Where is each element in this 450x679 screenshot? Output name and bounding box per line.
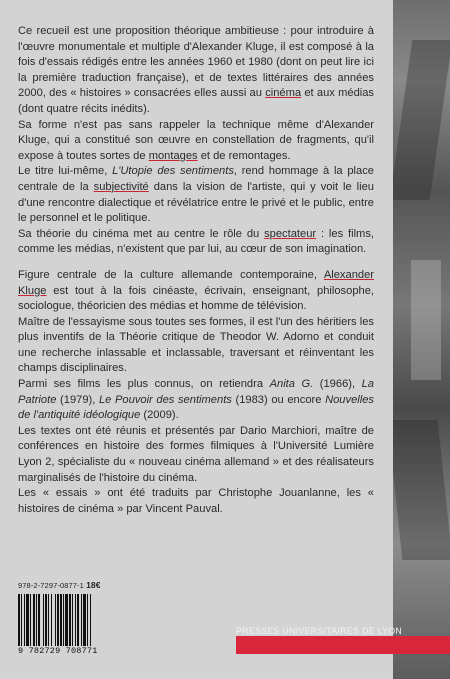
- paragraph-theory: Sa théorie du cinéma met au centre le rôle du spectateur : les films, comme les médias, n'existent que par lui, au cœur de son imagination.: [18, 227, 374, 256]
- paragraph-intro: Ce recueil est une proposition théorique ambitieuse : pour introduire à l'œuvre monumentale et multiple d'Alexander Kluge, il est composé à la fois d'essais rédigés entre les années 1960 et 1980 (dont on peut lire ici la première traduction française), et de textes littéraires des années 2000, des « histoires » consacrées elles aussi au cinéma et aux médias (dont quatre récits inédits).: [18, 25, 375, 115]
- barcode-digits: 9 782729 708771: [18, 646, 98, 656]
- publisher-band: [236, 636, 450, 654]
- publisher-name: PRESSES UNIVERSITAIRES DE LYON: [236, 626, 403, 636]
- paragraph-title: Le titre lui-même, L'Utopie des sentiments, rend hommage à la place centrale de la subjectivité dans la vision de l'artiste, qui y voit le lieu d'une rencontre dialectique et révélatrice entre le privé et le public, entre le personnel et le politique.: [18, 165, 375, 225]
- underlined-word-spectateur: spectateur: [264, 227, 317, 240]
- isbn: 978-2-7297-0877-1: [18, 581, 84, 590]
- paragraph-translators: Les « essais » ont été traduits par Christophe Jouanlanne, les « histoires de cinéma » par Vincent Pauval.: [18, 487, 374, 515]
- barcode: [18, 594, 118, 646]
- blurb-text: [18, 24, 374, 517]
- underlined-word-subjectivite: subjectivité: [93, 180, 149, 193]
- paragraph-editor: Les textes ont été réunis et présentés par Dario Marchiori, maître de conférences en histoire des formes filmiques à l'Université Lumière Lyon 2, spécialiste du « nouveau cinéma allemand » et des réalisateurs marginalisés de l'histoire du cinéma.: [18, 424, 374, 484]
- cover-photo-strip: [393, 0, 450, 679]
- underlined-word-montages: montages: [148, 149, 198, 162]
- paragraph-films: Parmi ses films les plus connus, on retiendra Anita G. (1966), La Patriote (1979), Le Pouvoir des sentiments (1983) ou encore Nouvelles de l'antiquité idéologique (2009).: [18, 378, 374, 422]
- underlined-word-cinema: cinéma: [265, 87, 302, 100]
- price: 18€: [86, 580, 101, 590]
- paragraph-form: Sa forme n'est pas sans rappeler la technique même d'Alexander Kluge, qui a constitué son œuvre en constellation de fragments, qu'il expose à toutes sortes de montages et de remontages.: [18, 118, 374, 162]
- book-title: L'Utopie des sentiments: [112, 165, 234, 178]
- paragraph-figure: Figure centrale de la culture allemande contemporaine, Alexander Kluge est tout à la fois cinéaste, écrivain, enseignant, philosophe, sociologue, théoricien des médias et homme de télévision.: [18, 268, 374, 313]
- paragraph-essayism: Maître de l'essayisme sous toutes ses formes, il est l'un des héritiers les plus inventifs de la Théorie critique de Theodor W. Adorno et conduit une recherche inlassable et inclassable, traversant et réinventant les champs disciplinaires.: [18, 315, 374, 375]
- underlined-name-kluge: Alexander Kluge: [18, 268, 374, 297]
- isbn-price-line: [18, 580, 218, 590]
- barcode-bar: [91, 594, 93, 646]
- barcode-block: [18, 580, 218, 660]
